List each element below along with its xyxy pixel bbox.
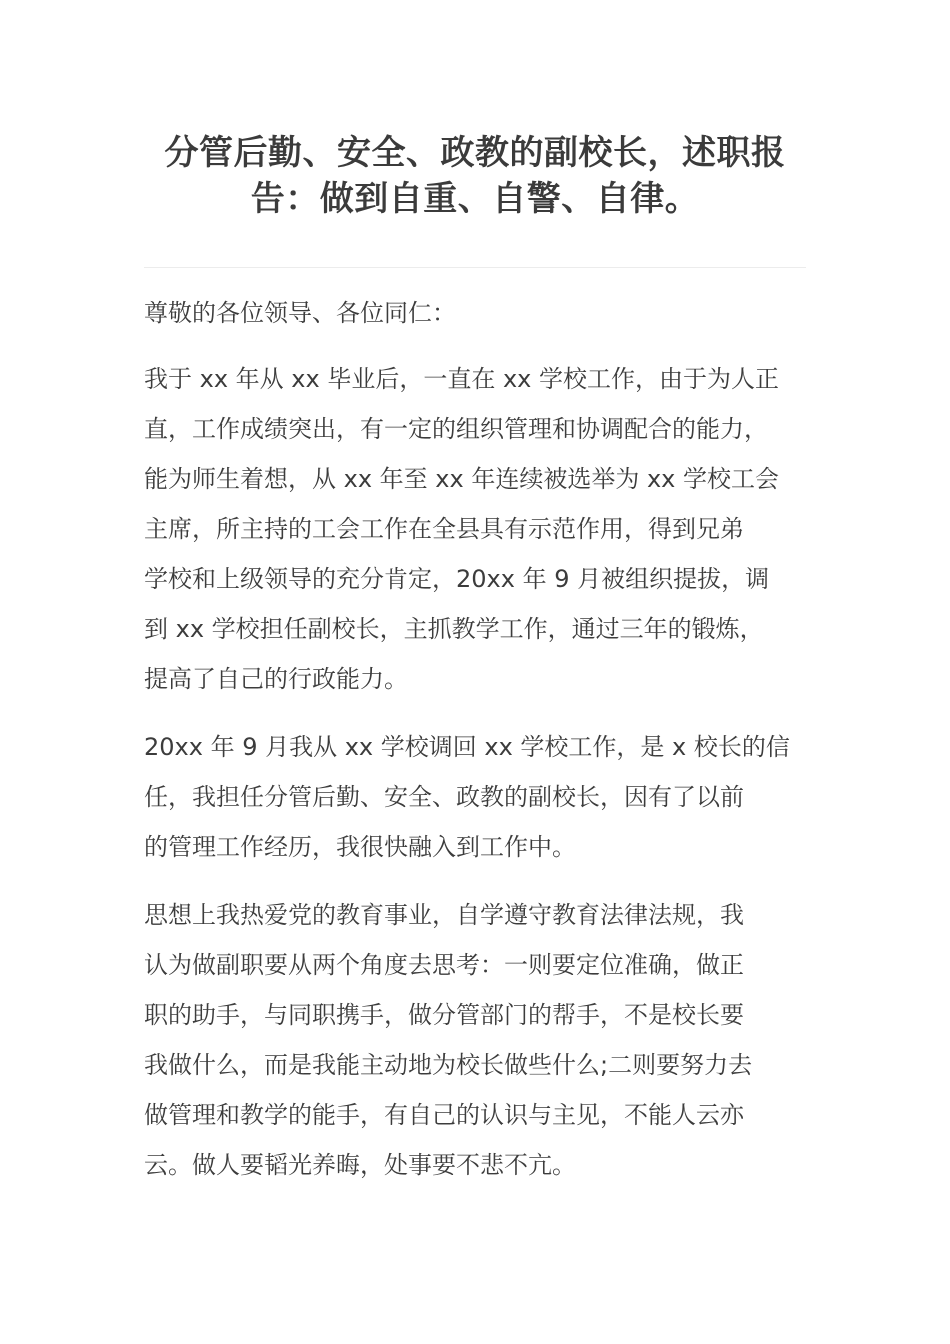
text-line: 提高了自己的行政能力。 — [144, 665, 408, 693]
salutation: 尊敬的各位领导、各位同仁： — [144, 299, 456, 327]
paragraph-3 — [144, 890, 806, 1190]
paragraph-1 — [144, 354, 806, 704]
title-divider — [144, 267, 806, 268]
document-title — [144, 130, 806, 222]
text-line: 思想上我热爱党的教育事业，自学遵守教育法律法规，我 — [144, 901, 744, 929]
text-line: 学校和上级领导的充分肯定，20xx 年 9 月被组织提拔，调 — [144, 565, 770, 593]
text-line: 认为做副职要从两个角度去思考：一则要定位准确，做正 — [144, 951, 744, 979]
text-line: 20xx 年 9 月我从 xx 学校调回 xx 学校工作，是 x 校长的信 — [144, 733, 790, 761]
paragraph-2 — [144, 722, 806, 872]
text-line: 我做什么，而是我能主动地为校长做些什么;二则要努力去 — [144, 1051, 753, 1079]
title-line: 分管后勤、安全、政教的副校长，述职报 — [164, 133, 786, 173]
title-line: 告：做到自重、自警、自律。 — [250, 179, 700, 219]
text-line: 主席，所主持的工会工作在全县具有示范作用，得到兄弟 — [144, 515, 744, 543]
text-line: 职的助手，与同职携手，做分管部门的帮手，不是校长要 — [144, 1001, 744, 1029]
text-line: 做管理和教学的能手，有自己的认识与主见，不能人云亦 — [144, 1101, 744, 1129]
text-line: 直，工作成绩突出，有一定的组织管理和协调配合的能力， — [144, 415, 768, 443]
text-line: 能为师生着想，从 xx 年至 xx 年连续被选举为 xx 学校工会 — [144, 465, 779, 493]
text-line: 云。做人要韬光养晦，处事要不悲不亢。 — [144, 1151, 576, 1179]
text-line: 任，我担任分管后勤、安全、政教的副校长，因有了以前 — [144, 783, 744, 811]
text-line: 的管理工作经历，我很快融入到工作中。 — [144, 833, 576, 861]
text-line: 到 xx 学校担任副校长，主抓教学工作，通过三年的锻炼， — [144, 615, 764, 643]
text-line: 我于 xx 年从 xx 毕业后，一直在 xx 学校工作，由于为人正 — [144, 365, 779, 393]
document-body — [144, 288, 806, 1190]
document-page — [144, 0, 806, 1208]
